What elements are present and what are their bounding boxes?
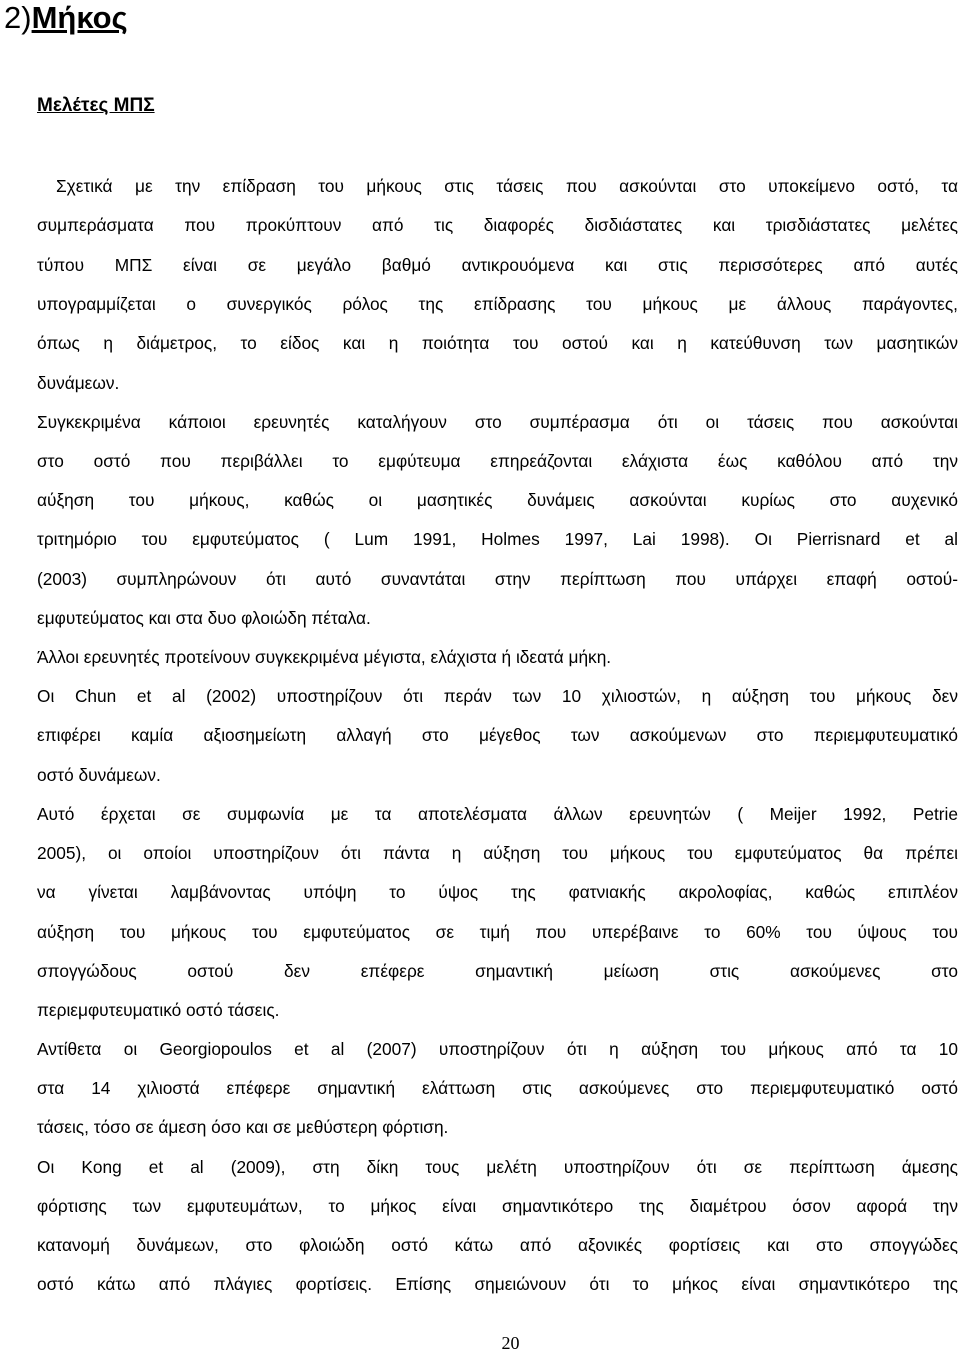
text-line: Συγκεκριμένα κάποιοι ερευνητές καταλήγουν στο συμπέρασμα ότι οι τάσεις που ασκούνται [37,412,958,432]
text-line: εμφυτεύματος και στα δυο φλοιώδη πέταλα. [37,608,371,628]
subsection-heading: Μελέτες ΜΠΣ [37,95,155,116]
text-line: Σχετικά με την επίδραση του μήκους στις τάσεις που ασκούνται στο υποκείμενο οστό, τα [56,176,958,196]
text-line: να γίνεται λαμβάνοντας υπόψη το ύψος της φατνιακής ακρολοφίας, καθώς επιπλέον [37,882,958,902]
text-line: στο οστό που περιβάλλει το εμφύτευμα επηρεάζονται ελάχιστα έως καθόλου από την [37,451,958,471]
text-line: σπογγώδους οστού δεν επέφερε σημαντική μείωση στις ασκούμενες στο [37,961,958,981]
text-line: αύξηση του μήκους, καθώς οι μασητικές δυνάμεις ασκούνται κυρίως στο αυχενικό [37,490,958,510]
text-line: τριτημόριο του εμφυτεύματος ( Lum 1991, Holmes 1997, Lai 1998). Οι Pierrisnard et al [37,529,958,549]
text-line: τύπου ΜΠΣ είναι σε μεγάλο βαθμό αντικρουόμενα και στις περισσότερες από αυτές [37,255,958,275]
text-line: φόρτισης των εμφυτευμάτων, το μήκος είναι σημαντικότερο της διαμέτρου όσον αφορά την [37,1196,958,1216]
text-line: Οι Chun et al (2002) υποστηρίζουν ότι περάν των 10 χιλιοστών, η αύξηση του μήκους δεν [37,686,958,706]
text-line: οστό κάτω από πλάγιες φορτίσεις. Επίσης σημειώνουν ότι το μήκος είναι σημαντικότερο της [37,1274,958,1294]
text-line: περιεμφυτευματικό οστό τάσεις. [37,1000,280,1020]
text-line: επιφέρει καμία αξιοσημείωτη αλλαγή στο μέγεθος των ασκούμενων στο περιεμφυτευματικό [37,725,958,745]
text-line: Αυτό έρχεται σε συμφωνία με τα αποτελέσματα άλλων ερευνητών ( Meijer 1992, Petrie [37,804,958,824]
text-line: όπως η διάμετρος, το είδος και η ποιότητα του οστού και η κατεύθυνση των μασητικών [37,333,958,353]
text-line: στα 14 χιλιοστά επέφερε σημαντική ελάττωση στις ασκούμενες στο περιεμφυτευματικό οστό [37,1078,958,1098]
text-line: 2005), οι οποίοι υποστηρίζουν ότι πάντα η αύξηση του μήκους του εμφυτεύματος θα πρέπει [37,843,958,863]
text-line: Άλλοι ερευνητές προτείνουν συγκεκριμένα μέγιστα, ελάχιστα ή ιδεατά μήκη. [37,647,612,667]
text-line: τάσεις, τόσο σε άμεση όσο και σε μεθύστερη φόρτιση. [37,1117,449,1137]
text-line: κατανομή δυνάμεων, στο φλοιώδη οστό κάτω από αξονικές φορτίσεις και στο σπογγώδες [37,1235,958,1255]
text-line: (2003) συμπληρώνουν ότι αυτό συναντάται στην περίπτωση που υπάρχει επαφή οστού- [37,569,958,589]
section-number: 2) [4,0,32,35]
page-number: 20 [501,1333,520,1353]
section-heading [4,0,128,36]
text-line: Οι Kong et al (2009), στη δίκη τους μελέτη υποστηρίζουν ότι σε περίπτωση άμεσης [37,1157,958,1177]
section-title: Μήκος [31,0,128,35]
text-line: συμπεράσματα που προκύπτουν από τις διαφορές δισδιάστατες και τρισδιάστατες μελέτες [37,215,958,235]
text-line: δυνάμεων. [37,373,120,393]
text-line: οστό δυνάμεων. [37,765,161,785]
text-line: υπογραμμίζεται ο συνεργικός ρόλος της επίδρασης του μήκους με άλλους παράγοντες, [37,294,958,314]
text-line: Αντίθετα οι Georgiopoulos et al (2007) υποστηρίζουν ότι η αύξηση του μήκους από τα 10 [37,1039,958,1059]
text-line: αύξηση του μήκους του εμφυτεύματος σε τιμή που υπερέβαινε το 60% του ύψους του [37,922,958,942]
